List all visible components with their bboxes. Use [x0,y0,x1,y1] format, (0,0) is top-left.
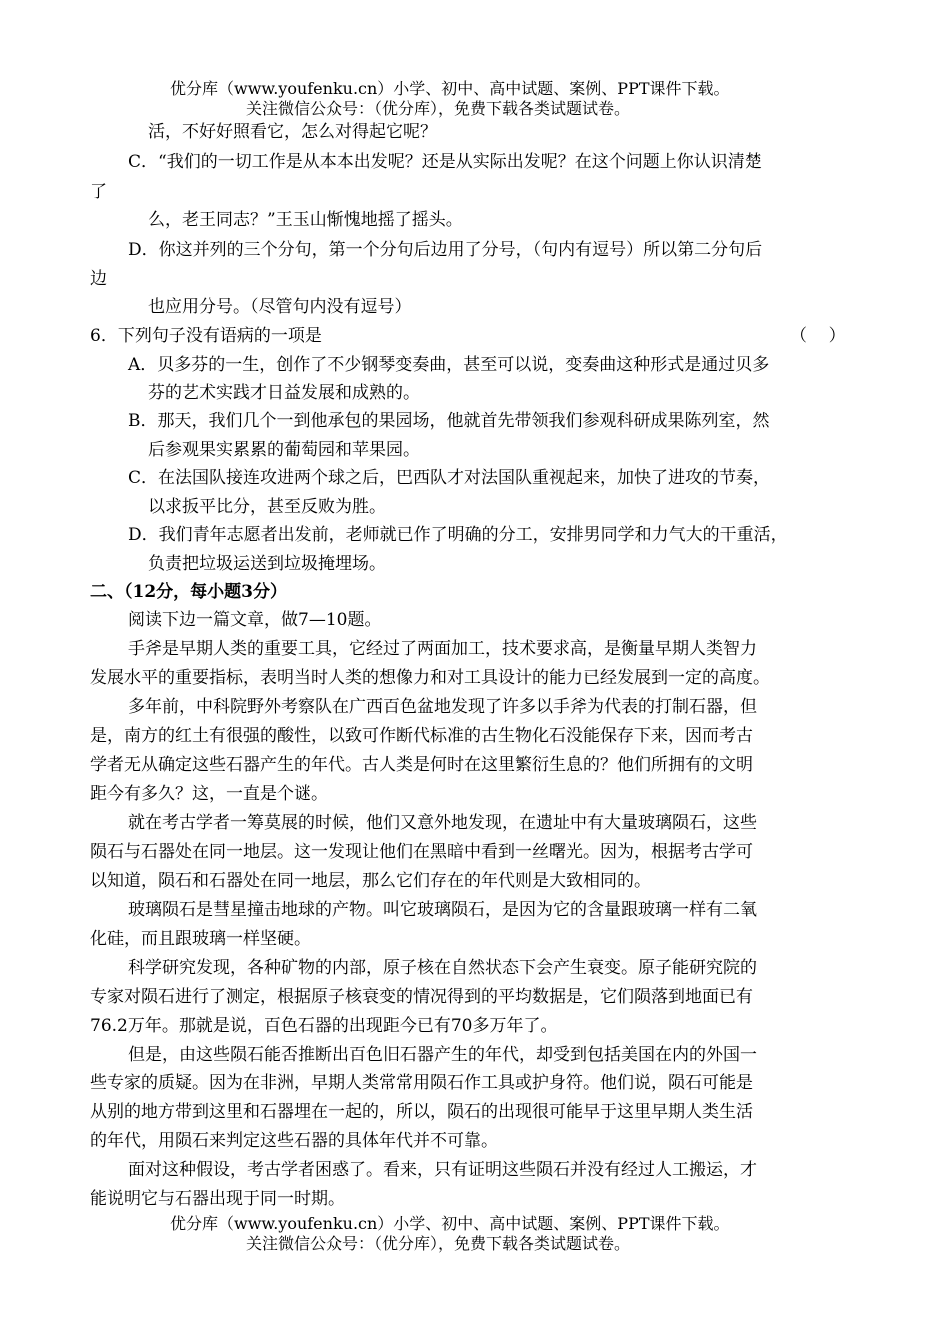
article-p3-line-3: 以知道，陨石和石器处在同一地层，那么它们存在的年代则是大致相同的。 [90,871,651,891]
article-p4-line-2: 化硅，而且跟玻璃一样坚硬。 [90,929,311,949]
article-p1-line-1: 手斧是早期人类的重要工具，它经过了两面加工，技术要求高，是衡量早期人类智力 [128,639,757,659]
article-p6-line-3: 从别的地方带到这里和石器埋在一起的，所以，陨石的出现很可能早于这里早期人类生活 [90,1102,753,1122]
header-line-1: 优分库（www.youfenku.cn）小学、初中、高中试题、案例、PPT课件下载。 [170,79,730,98]
q6-option-c-line-2: 以求扳平比分，甚至反败为胜。 [148,497,386,517]
article-p3-line-2: 陨石与石器处在同一地层。这一发现让他们在黑暗中看到一丝曙光。因为，根据考古学可 [90,842,753,862]
article-p4-line-1: 玻璃陨石是彗星撞击地球的产物。叫它玻璃陨石，是因为它的含量跟玻璃一样有二氧 [128,900,757,920]
q6-option-a-line-1: A．贝多芬的一生，创作了不少钢琴变奏曲，甚至可以说，变奏曲这种形式是通过贝多 [128,355,770,375]
q6-option-b-line-2: 后参观果实累累的葡萄园和苹果园。 [148,440,420,460]
article-p5-line-2: 专家对陨石进行了测定，根据原子核衰变的情况得到的平均数据是，它们陨落到地面已有 [90,987,753,1007]
q6-answer-bracket: （ ） [790,326,846,346]
footer-line-1: 优分库（www.youfenku.cn）小学、初中、高中试题、案例、PPT课件下载。 [170,1214,730,1233]
section-2-intro: 阅读下边一篇文章，做7—10题。 [128,610,382,630]
q5-b-tail: 活，不好好照看它，怎么对得起它呢？ [148,122,437,142]
article-p5-line-1: 科学研究发现，各种矿物的内部，原子核在自然状态下会产生衰变。原子能研究院的 [128,958,757,978]
q5-d-line-3: 也应用分号。（尽管句内没有逗号） [148,297,412,317]
q6-option-a-line-2: 芬的艺术实践才日益发展和成熟的。 [148,383,420,403]
article-p2-line-2: 是，南方的红土有很强的酸性，以致可作断代标准的古生物化石没能保存下来，因而考古 [90,726,753,746]
q5-d-line-2: 边 [90,269,107,289]
article-p7-line-2: 能说明它与石器出现于同一时期。 [90,1189,345,1209]
article-p5-line-3: 76.2万年。那就是说，百色石器的出现距今已有70多万年了。 [90,1016,558,1036]
q5-c-line-3: 么，老王同志？”王玉山惭愧地摇了摇头。 [148,210,463,230]
article-p2-line-4: 距今有多久？这，一直是个谜。 [90,784,328,804]
article-p2-line-1: 多年前，中科院野外考察队在广西百色盆地发现了许多以手斧为代表的打制石器，但 [128,697,757,717]
q6-option-d-line-2: 负责把垃圾运送到垃圾掩埋场。 [148,554,386,574]
article-p6-line-4: 的年代，用陨石来判定这些石器的具体年代并不可靠。 [90,1131,498,1151]
q5-c-line-2: 了 [90,182,107,202]
q5-d-line-1: D．你这并列的三个分句，第一个分句后边用了分号，（句内有逗号）所以第二分句后 [128,240,763,260]
article-p1-line-2: 发展水平的重要指标，表明当时人类的想像力和对工具设计的能力已经发展到一定的高度。 [90,668,770,688]
article-p2-line-3: 学者无从确定这些石器产生的年代。古人类是何时在这里繁衍生息的？他们所拥有的文明 [90,755,753,775]
article-p3-line-1: 就在考古学者一筹莫展的时候，他们又意外地发现，在遗址中有大量玻璃陨石，这些 [128,813,757,833]
article-p7-line-1: 面对这种假设，考古学者困惑了。看来，只有证明这些陨石并没有经过人工搬运，才 [128,1160,757,1180]
q6-option-d-line-1: D．我们青年志愿者出发前，老师就已作了明确的分工，安排男同学和力气大的干重活， [128,525,788,545]
q6-option-c-line-1: C．在法国队接连攻进两个球之后，巴西队才对法国队重视起来，加快了进攻的节奏， [128,468,771,488]
q6-option-b-line-1: B．那天，我们几个一到他承包的果园场，他就首先带领我们参观科研成果陈列室，然 [128,411,770,431]
article-p6-line-2: 些专家的质疑。因为在非洲，早期人类常常用陨石作工具或护身符。他们说，陨石可能是 [90,1073,753,1093]
header-line-2: 关注微信公众号：（优分库），免费下载各类试题试卷。 [246,99,631,118]
article-p6-line-1: 但是，由这些陨石能否推断出百色旧石器产生的年代，却受到包括美国在内的外国一 [128,1045,757,1065]
footer-line-2: 关注微信公众号：（优分库），免费下载各类试题试卷。 [246,1234,631,1253]
q5-c-line-1: C．“我们的一切工作是从本本出发呢？还是从实际出发呢？在这个问题上你认识清楚 [128,152,762,172]
section-2-title: 二、（12分，每小题3分） [90,582,287,602]
q6-stem: 6．下列句子没有语病的一项是 [90,326,322,346]
